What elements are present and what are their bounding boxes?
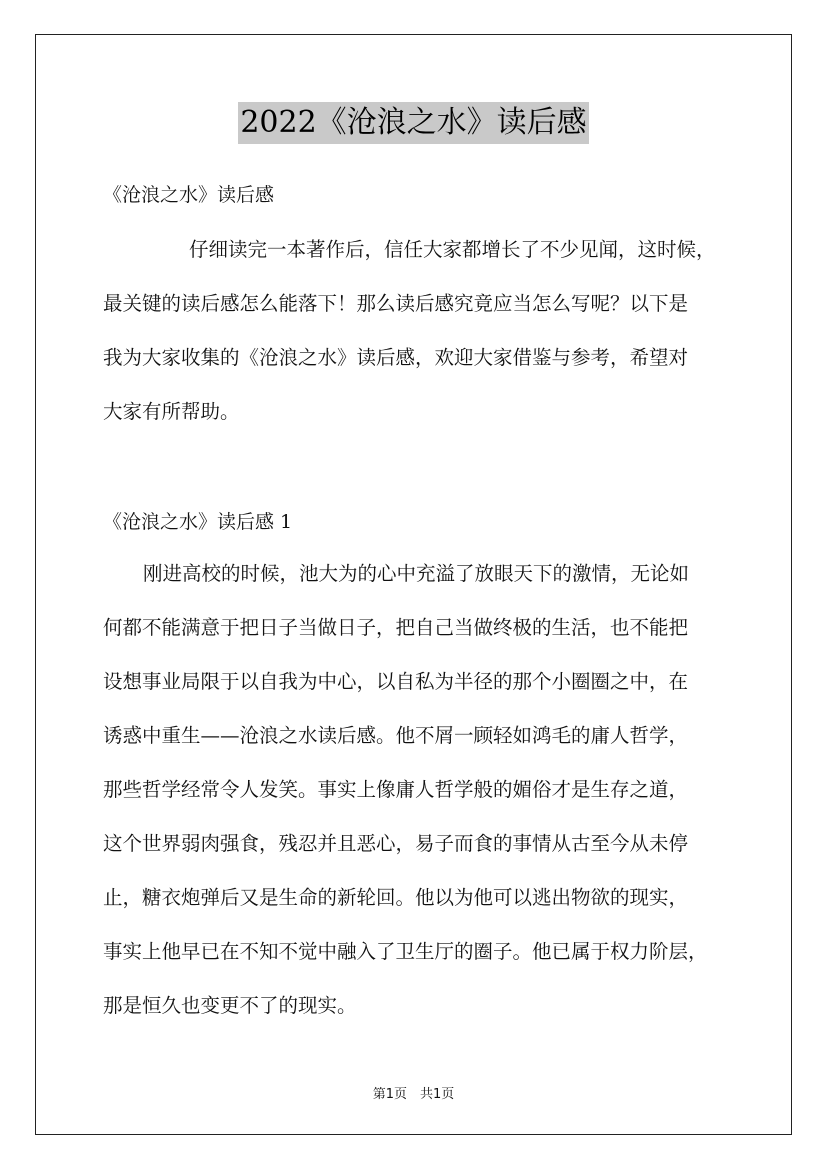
intro-heading: 《沧浪之水》读后感 xyxy=(103,184,275,206)
paragraph-line: 何都不能满意于把日子当做日子，把自己当做终极的生活，也不能把 xyxy=(103,616,689,639)
paragraph-line: 设想事业局限于以自我为中心，以自私为半径的那个小圈圈之中，在 xyxy=(103,670,689,693)
section1-paragraph xyxy=(103,560,743,1046)
paragraph-line: 最关键的读后感怎么能落下！那么读后感究竟应当怎么写呢？以下是 xyxy=(103,292,689,315)
page-footer: 第1页 共1页 xyxy=(372,1087,455,1102)
section1-heading: 《沧浪之水》读后感 1 xyxy=(103,511,293,533)
paragraph-line: 这个世界弱肉强食，残忍并且恶心，易子而食的事情从古至今从未停 xyxy=(103,832,689,855)
document-title: 2022《沧浪之水》读后感 xyxy=(238,102,588,144)
paragraph-line: 事实上他早已在不知不觉中融入了卫生厅的圈子。他已属于权力阶层， xyxy=(103,940,708,963)
paragraph-line: 大家有所帮助。 xyxy=(103,400,240,423)
paragraph-line: 那些哲学经常令人发笑。事实上像庸人哲学般的媚俗才是生存之道， xyxy=(103,778,689,801)
paragraph-line: 那是恒久也变更不了的现实。 xyxy=(103,994,357,1017)
document-title-wrap xyxy=(0,102,827,144)
paragraph-line: 仔细读完一本著作后，信任大家都增长了不少见闻，这时候， xyxy=(189,238,716,261)
intro-paragraph xyxy=(103,236,743,452)
paragraph-line: 刚进高校的时候，池大为的心中充溢了放眼天下的激情，无论如 xyxy=(143,562,690,585)
paragraph-line: 诱惑中重生——沧浪之水读后感。他不屑一顾轻如鸿毛的庸人哲学， xyxy=(103,724,689,747)
paragraph-line: 我为大家收集的《沧浪之水》读后感，欢迎大家借鉴与参考，希望对 xyxy=(103,346,689,369)
paragraph-line: 止，糖衣炮弹后又是生命的新轮回。他以为他可以逃出物欲的现实， xyxy=(103,886,689,909)
